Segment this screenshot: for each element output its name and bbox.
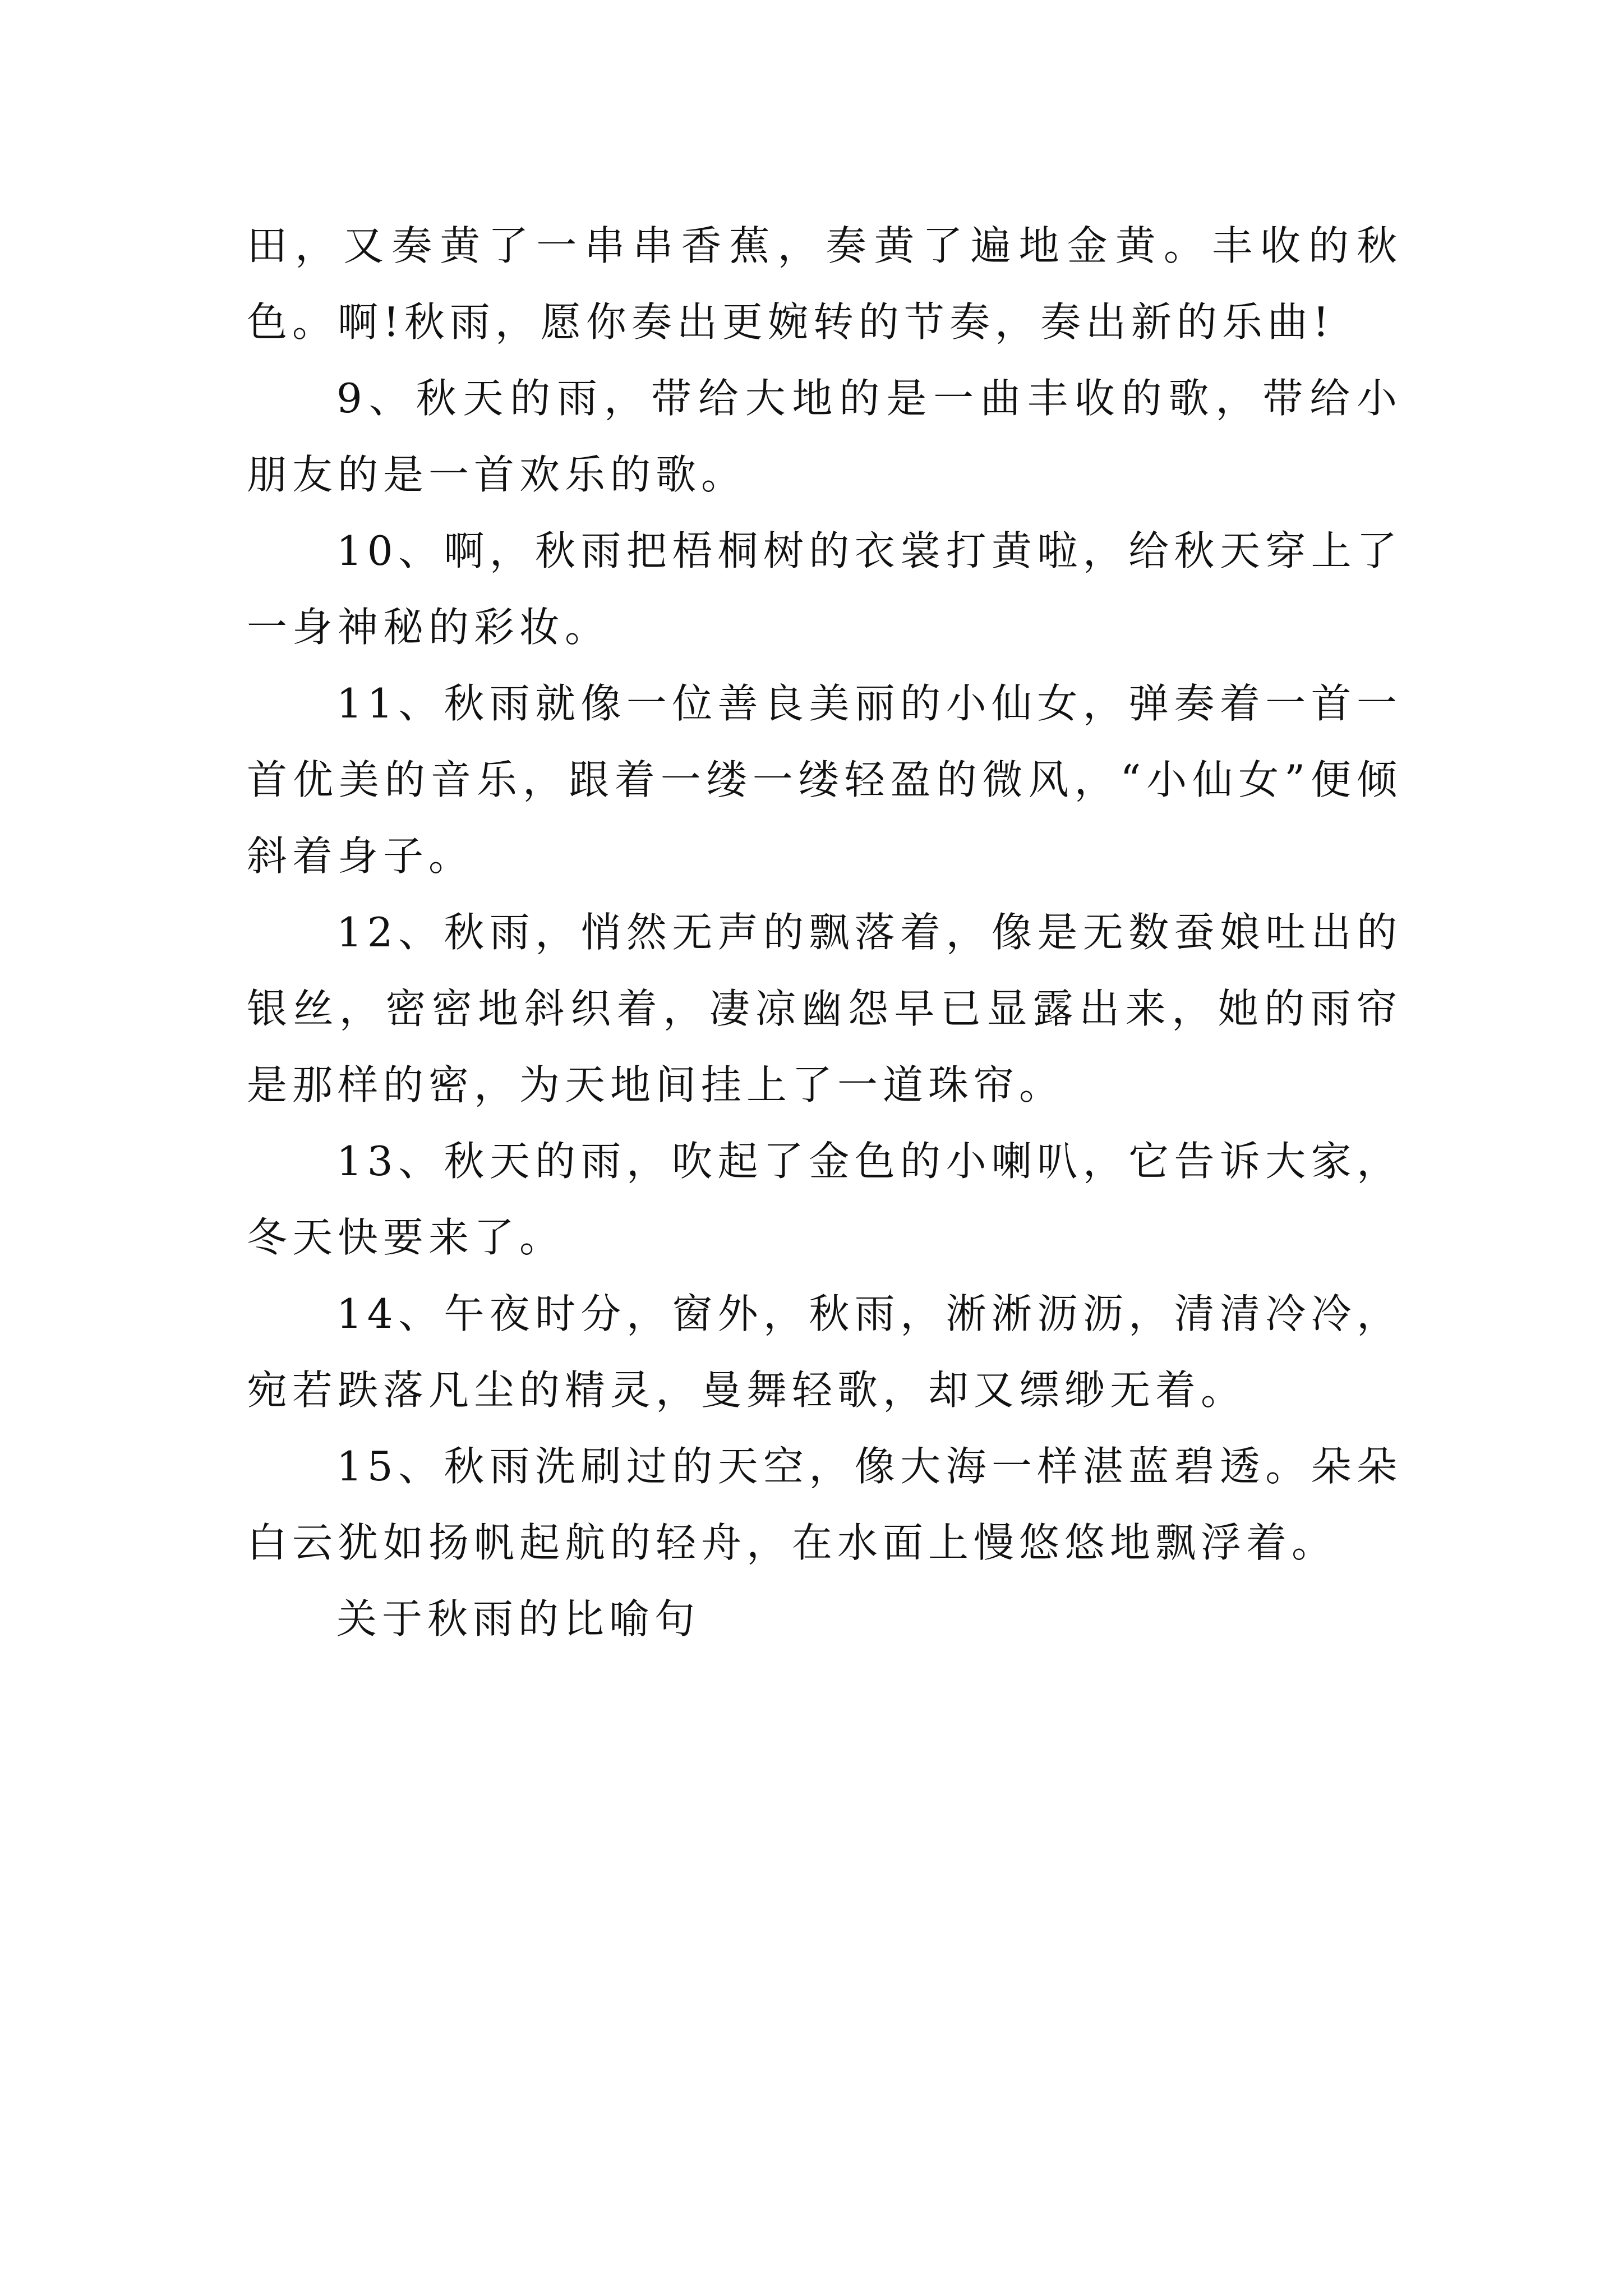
paragraph-continuation: 田，又奏黄了一串串香蕉，奏黄了遍地金黄。丰收的秋色。啊!秋雨，愿你奏出更婉转的节奏，奏出新的乐曲! — [247, 222, 1402, 346]
paragraph-item-11: 11、秋雨就像一位善良美丽的小仙女，弹奏着一首一首优美的音乐，跟着一缕一缕轻盈的微风，“小仙女”便倾斜着身子。 — [247, 680, 1402, 880]
paragraph-item-10: 10、啊，秋雨把梧桐树的衣裳打黄啦，给秋天穿上了一身神秘的彩妆。 — [247, 527, 1402, 651]
paragraph-item-14: 14、午夜时分，窗外，秋雨，淅淅沥沥，清清冷冷，宛若跌落凡尘的精灵，曼舞轻歌，却又缥缈无着。 — [247, 1290, 1402, 1414]
paragraph-item-15: 15、秋雨洗刷过的天空，像大海一样湛蓝碧透。朵朵白云犹如扬帆起航的轻舟，在水面上慢悠悠地飘浮着。 — [247, 1443, 1402, 1566]
section-heading: 关于秋雨的比喻句 — [336, 1595, 700, 1642]
paragraph-item-13: 13、秋天的雨，吹起了金色的小喇叭，它告诉大家，冬天快要来了。 — [247, 1138, 1402, 1261]
document-body — [247, 208, 1402, 1657]
paragraph-item-12: 12、秋雨，悄然无声的飘落着，像是无数蚕娘吐出的银丝，密密地斜织着，凄凉幽怨早已显露出来，她的雨帘是那样的密，为天地间挂上了一道珠帘。 — [247, 909, 1402, 1108]
paragraph-item-9: 9、秋天的雨，带给大地的是一曲丰收的歌，带给小朋友的是一首欢乐的歌。 — [247, 375, 1402, 498]
